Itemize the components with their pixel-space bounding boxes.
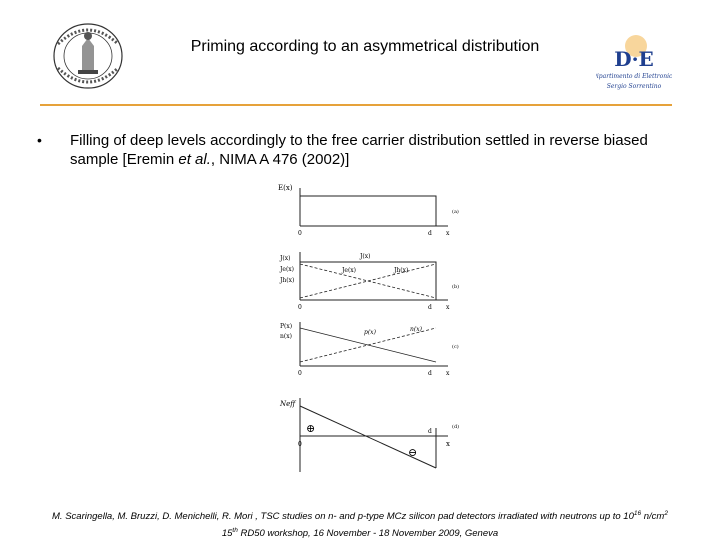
panel-b-curve-jh: Jh(x) xyxy=(394,267,409,274)
panel-c-tag: (c) xyxy=(452,344,459,350)
panel-d-plus: ⊕ xyxy=(306,422,316,435)
panel-b-curve-j: J(x) xyxy=(360,253,371,260)
panel-d xyxy=(279,398,459,472)
panel-d-end: d xyxy=(428,428,432,435)
panel-c-end: d xyxy=(428,370,432,377)
bullet-text-em: et al. xyxy=(178,151,211,168)
department-logo xyxy=(596,34,672,94)
panel-b-tag: (b) xyxy=(452,284,460,290)
panel-a-tag: (a) xyxy=(452,209,459,215)
footer-line-1 xyxy=(20,507,700,524)
bullet-marker: • xyxy=(37,132,42,148)
bullet-text-part2: , NIMA A 476 (2002)] xyxy=(210,151,350,168)
panel-a xyxy=(278,184,459,237)
panel-d-axis: x xyxy=(446,440,450,448)
header-divider xyxy=(40,104,672,106)
page-title: Priming according to an asymmetrical distribution xyxy=(190,38,540,55)
bullet-text-part1: Filling of deep levels accordingly to the free carrier distribution settled in reverse biased sample [Eremin xyxy=(70,132,648,168)
logo-subtitle: Dipartimento di Elettronica xyxy=(596,73,672,80)
footer-line-2-num: 15 xyxy=(221,528,233,540)
panel-c-axis: x xyxy=(446,370,450,377)
panel-c-y-label-2: n(x) xyxy=(280,333,292,340)
panel-d-tag: (d) xyxy=(452,424,460,430)
panel-b-end: d xyxy=(428,304,432,311)
logo-de-text: D·E xyxy=(614,47,654,71)
logo-subtitle-2: Sergio Sorrentino xyxy=(606,83,662,90)
panel-d-minus: ⊖ xyxy=(408,446,418,459)
panel-b-y-label-3: Jh(x) xyxy=(280,277,295,284)
panel-b-origin: 0 xyxy=(298,304,302,311)
panel-c xyxy=(280,322,459,377)
panel-d-origin: 0 xyxy=(298,441,302,448)
panel-c-origin: 0 xyxy=(298,370,302,377)
footer-line-2-text: RD50 workshop, 16 November - 18 November 2009, Geneva xyxy=(237,528,499,540)
panel-b-axis: x xyxy=(446,304,450,311)
panel-c-y-label-1: P(x) xyxy=(280,323,293,330)
panel-b-y-label-1: J(x) xyxy=(280,255,291,262)
panel-b-curve-je: Je(x) xyxy=(342,267,357,274)
footer-citation xyxy=(20,507,700,541)
panel-a-axis: x xyxy=(446,230,450,237)
panel-c-curve-p: p(x) xyxy=(364,329,376,336)
footer-line-1-sup2: 2 xyxy=(664,510,668,517)
footer-line-1-unit: n/cm xyxy=(641,511,665,523)
panel-c-curve-n: n(x) xyxy=(410,326,422,333)
panel-a-end: d xyxy=(428,230,432,237)
bullet-text xyxy=(70,131,680,169)
footer-line-2 xyxy=(20,524,700,541)
footer-line-2-sup: th xyxy=(232,527,238,535)
university-seal-logo xyxy=(48,22,128,94)
panel-b-y-label-2: Je(x) xyxy=(280,266,295,273)
panel-b xyxy=(279,252,459,311)
panel-a-y-label: E(x) xyxy=(278,184,293,192)
footer-line-1-text: M. Scaringella, M. Bruzzi, D. Menichelli, R. Mori , TSC studies on n- and p-type MCz silicon pad detectors irradiated with neutrons up to 10 xyxy=(52,511,634,523)
footer-line-1-sup: 16 xyxy=(633,510,642,517)
panel-a-origin: 0 xyxy=(298,230,302,237)
panel-d-y-label: Neff xyxy=(280,400,296,408)
distribution-figure xyxy=(276,176,466,480)
